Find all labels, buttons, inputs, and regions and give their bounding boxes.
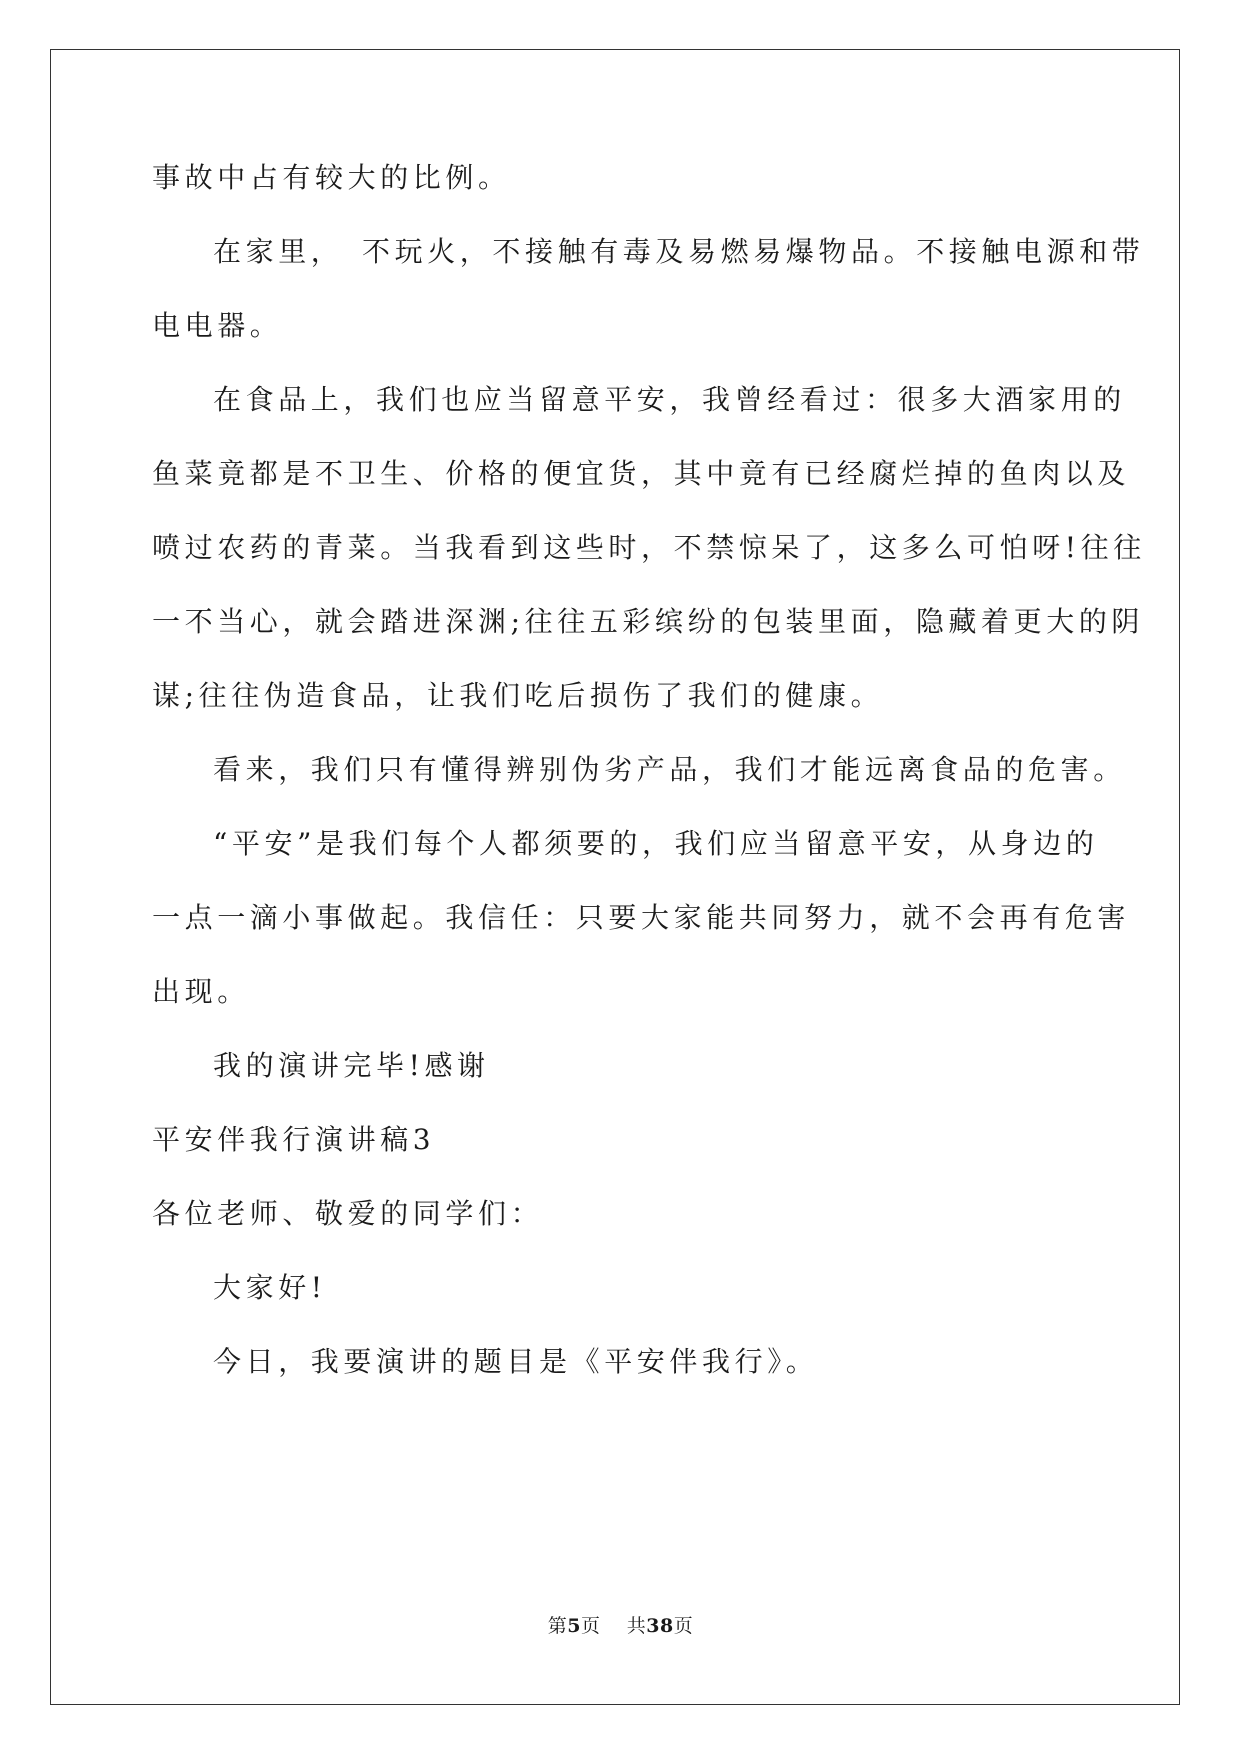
body-line: 一不当心，就会踏进深渊;往往五彩缤纷的包装里面，隐藏着更大的阴 bbox=[152, 605, 1145, 638]
body-line: 看来，我们只有懂得辨别伪劣产品，我们才能远离食品的危害。 bbox=[213, 753, 1126, 786]
total-suffix: 页 bbox=[673, 1615, 694, 1637]
total-pages: 38 bbox=[646, 1615, 674, 1637]
body-line: 出现。 bbox=[152, 975, 250, 1008]
salutation: 各位老师、敬爱的同学们： bbox=[152, 1197, 544, 1230]
body-line: 电电器。 bbox=[152, 309, 283, 342]
body-line: 我的演讲完毕!感谢 bbox=[213, 1049, 490, 1082]
page-prefix: 第 bbox=[547, 1615, 568, 1637]
greeting: 大家好! bbox=[213, 1271, 327, 1304]
body-line: 一点一滴小事做起。我信任：只要大家能共同努力，就不会再有危害 bbox=[152, 901, 1131, 934]
body-line: 事故中占有较大的比例。 bbox=[152, 161, 511, 194]
body-line: 在食品上，我们也应当留意平安，我曾经看过：很多大酒家用的 bbox=[213, 383, 1126, 416]
body-line: 喷过农药的青菜。当我看到这些时，不禁惊呆了，这多么可怕呀!往往 bbox=[152, 531, 1146, 564]
body-line: 鱼菜竟都是不卫生、价格的便宜货，其中竟有已经腐烂掉的鱼肉以及 bbox=[152, 457, 1131, 490]
page-suffix: 页 bbox=[581, 1615, 601, 1637]
page-number: 5 bbox=[567, 1615, 582, 1637]
body-line: 今日，我要演讲的题目是《平安伴我行》。 bbox=[213, 1345, 819, 1378]
section-title: 平安伴我行演讲稿3 bbox=[152, 1123, 436, 1156]
body-line: 谋;往往伪造食品，让我们吃后损伤了我们的健康。 bbox=[152, 679, 884, 712]
page-footer bbox=[0, 1611, 1241, 1638]
body-line: 在家里， 不玩火，不接触有毒及易燃易爆物品。不接触电源和带 bbox=[213, 235, 1145, 268]
body-line: “平安”是我们每个人都须要的，我们应当留意平安，从身边的 bbox=[213, 827, 1099, 860]
total-prefix: 共 bbox=[626, 1615, 647, 1637]
page-border bbox=[50, 49, 1180, 1705]
